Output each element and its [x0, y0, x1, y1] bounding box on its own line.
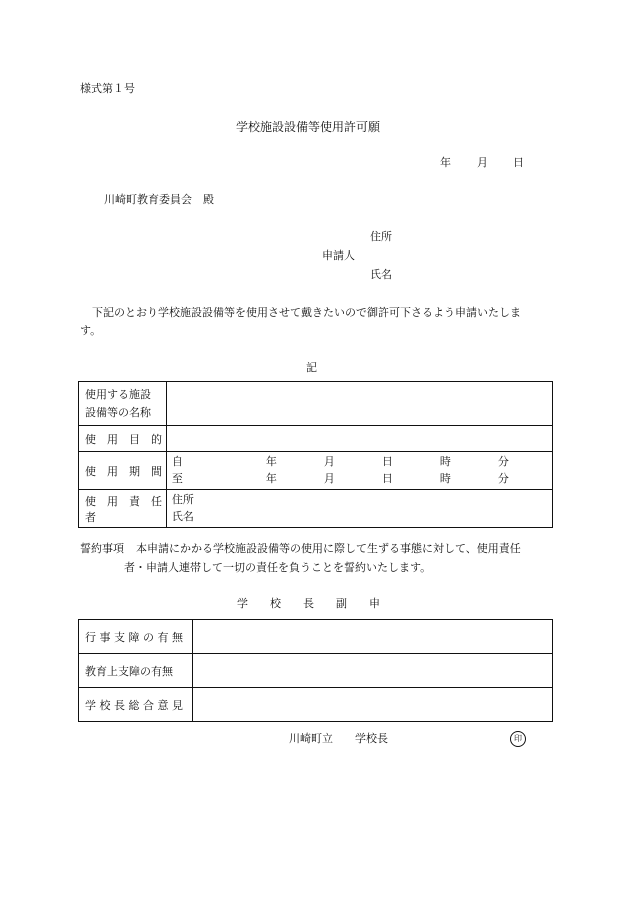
principal-endorsement-title: 学 校 長 副 申	[237, 597, 380, 610]
principal-opinion-field[interactable]	[192, 688, 552, 722]
period-to-label: 至	[171, 472, 183, 485]
responsible-label: 使 用 責 任 者	[79, 490, 167, 528]
date-day: 日	[513, 156, 524, 169]
event-obstacle-label: 行 事 支 障 の 有 無	[79, 620, 193, 654]
request-text-line1: 下記のとおり学校施設設備等を使用させて戴きたいので御許可下さるよう申請いたしま	[92, 306, 521, 319]
responsible-name-label: 氏名	[171, 510, 194, 523]
request-text-line2: す。	[80, 324, 102, 337]
seal-mark: 印	[510, 731, 526, 747]
period-to-year: 年	[265, 472, 277, 485]
applicant-address-label: 住所	[370, 230, 392, 243]
principal-opinion-label: 学 校 長 総 合 意 見	[79, 688, 193, 722]
education-obstacle-field[interactable]	[192, 654, 552, 688]
period-to-month: 月	[323, 472, 335, 485]
period-from-year: 年	[265, 455, 277, 468]
pledge-heading: 誓約事項	[80, 542, 124, 555]
purpose-label: 使 用 目 的	[79, 426, 167, 452]
event-obstacle-field[interactable]	[192, 620, 552, 654]
form-number: 様式第１号	[80, 82, 135, 95]
period-label: 使 用 期 間	[79, 452, 167, 490]
facility-label-line1: 使用する施設	[85, 387, 151, 401]
application-table	[78, 381, 553, 528]
period-from-label: 自	[171, 455, 183, 468]
applicant-label: 申請人	[322, 249, 355, 262]
period-from-hour: 時	[439, 455, 451, 468]
period-from-minute: 分	[497, 455, 509, 468]
period-field[interactable]	[166, 452, 552, 490]
facility-name-field[interactable]	[166, 382, 552, 426]
signature-line: 川崎町立 学校長	[289, 732, 388, 745]
period-to-hour: 時	[439, 472, 451, 485]
applicant-name-label: 氏名	[370, 268, 392, 281]
period-to-day: 日	[381, 472, 393, 485]
purpose-field[interactable]	[166, 426, 552, 452]
principal-table	[78, 619, 553, 722]
pledge-text-line1: 本申請にかかる学校施設設備等の使用に際して生ずる事態に対して、使用責任	[136, 542, 521, 555]
period-from-day: 日	[381, 455, 393, 468]
responsible-address-label: 住所	[171, 493, 194, 506]
date-year: 年	[440, 156, 451, 169]
pledge-text-line2: 者・申請人連帯して一切の責任を負うことを誓約いたします。	[124, 561, 432, 574]
facility-label-line2: 設備等の名称	[85, 405, 151, 419]
period-to-minute: 分	[497, 472, 509, 485]
period-from-month: 月	[323, 455, 335, 468]
education-obstacle-label: 教育上支障の有無	[79, 654, 193, 688]
responsible-field[interactable]	[166, 490, 552, 528]
facility-name-label	[79, 382, 167, 426]
ki-heading: 記	[306, 361, 317, 374]
form-title: 学校施設設備等使用許可願	[236, 120, 381, 134]
addressee: 川崎町教育委員会 殿	[104, 193, 214, 206]
date-month: 月	[477, 156, 488, 169]
